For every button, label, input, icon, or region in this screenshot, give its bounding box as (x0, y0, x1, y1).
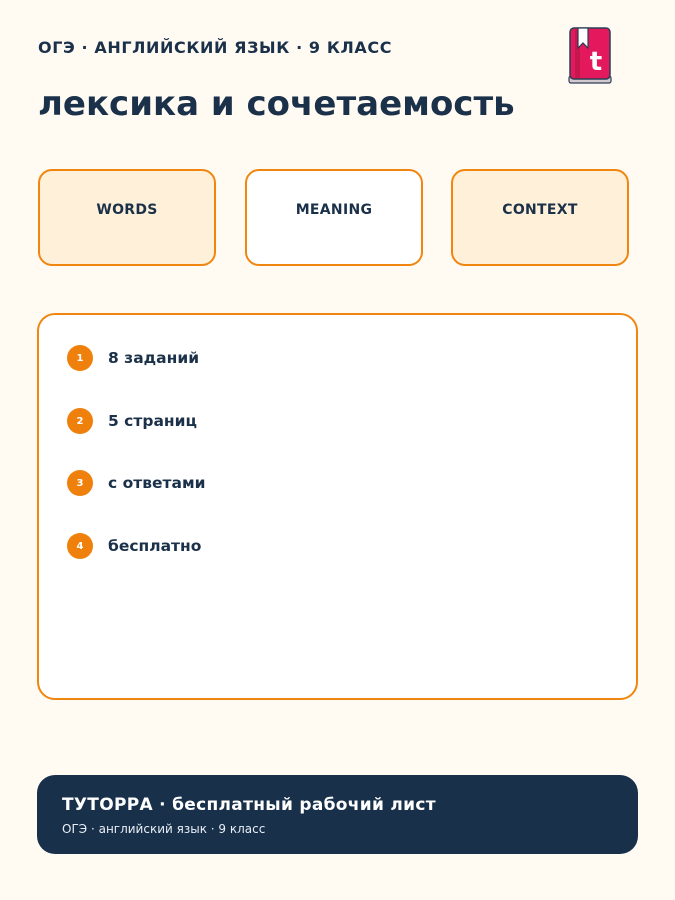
tab-words[interactable] (38, 169, 216, 266)
feature-item (67, 532, 201, 560)
footer-subtitle: ОГЭ · английский язык · 9 класс (62, 822, 266, 836)
feature-number-badge: 3 (67, 470, 93, 496)
footer-banner (37, 775, 638, 854)
feature-item (67, 407, 197, 435)
book-bookmark-logo-icon (567, 26, 613, 86)
tab-label: MEANING (295, 202, 373, 218)
feature-number-badge: 4 (67, 533, 93, 559)
tab-label: CONTEXT (502, 202, 578, 218)
feature-number-badge: 1 (67, 345, 93, 371)
feature-text: с ответами (108, 474, 206, 492)
logo-glyph: t (589, 47, 603, 77)
page-title: лексика и сочетаемость (38, 84, 515, 124)
feature-text: бесплатно (108, 537, 202, 555)
feature-item (67, 469, 206, 497)
tab-meaning[interactable] (245, 169, 423, 266)
feature-number-badge: 2 (67, 408, 93, 434)
features-panel (37, 313, 638, 700)
feature-item (67, 344, 199, 372)
footer-brand: ТУТОРРА · бесплатный рабочий лист (62, 795, 436, 815)
tab-label: WORDS (96, 202, 158, 218)
tab-context[interactable] (451, 169, 629, 266)
subject-eyebrow: ОГЭ · АНГЛИЙСКИЙ ЯЗЫК · 9 КЛАСС (38, 38, 393, 57)
feature-text: 5 страниц (108, 412, 197, 430)
feature-text: 8 заданий (108, 349, 200, 367)
